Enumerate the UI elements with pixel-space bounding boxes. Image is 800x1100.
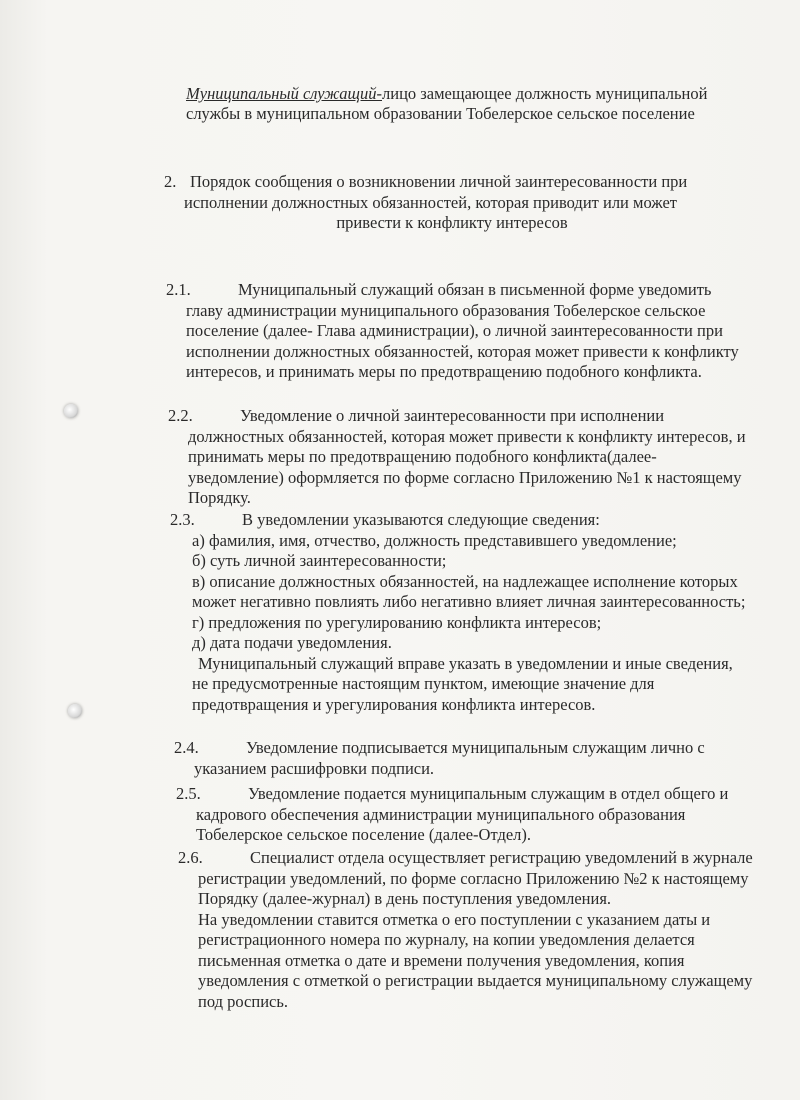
clause-text: Уведомление подписывается муниципальным служащим лично с указанием расшифровки подписи. [194, 738, 705, 778]
clause-items [170, 531, 750, 716]
clause-number: 2.4. [174, 738, 199, 757]
clause-2-6 [178, 848, 758, 1012]
intro-definition [186, 84, 746, 124]
list-item: в) описание должностных обязанностей, на надлежащее исполнение которых может негативно повлиять либо негативно влияет личная заинтересованность; [192, 571, 746, 611]
clause-2-2 [168, 406, 748, 509]
heading-line-1: Порядок сообщения о возникновении личной заинтересованности при [190, 172, 688, 191]
section-heading [164, 172, 764, 234]
heading-line-2: исполнении должностных обязанностей, которая приводит или может [184, 192, 678, 212]
clause-number: 2.2. [168, 406, 193, 425]
definition-text: лицо замещающее должность муниципальной службы в муниципальном образовании Тобелерское сельское поселение [186, 84, 708, 123]
clause-note: На уведомлении ставится отметка о его поступлении с указанием даты и регистрационного номера по журналу, на копии уведомления делается письменная отметка о дате и времени получения уведомления, копия уведомления с отметкой о регистрации выдается муниципальному служащему под роспись. [198, 909, 753, 1011]
list-item: а) фамилия, имя, отчество, должность представившего уведомление; [192, 530, 677, 550]
clause-number: 2.6. [178, 848, 203, 867]
clause-2-5 [176, 784, 756, 846]
list-item: д) дата подачи уведомления. [192, 633, 392, 652]
clause-2-1 [166, 280, 746, 383]
clause-number: 2.3. [170, 510, 195, 529]
clause-note: Муниципальный служащий вправе указать в уведомлении и иные сведения, не предусмотренные настоящим пунктом, имеющие значение для предотвращения и урегулирования конфликта интересов. [192, 653, 733, 714]
clause-2-3 [170, 510, 750, 715]
clause-2-4 [174, 738, 754, 779]
clause-text: В уведомлении указываются следующие сведения: [242, 510, 600, 529]
clause-number: 2.5. [176, 784, 201, 803]
list-item: б) суть личной заинтересованности; [192, 551, 447, 570]
clause-text: Уведомление о личной заинтересованности при исполнении должностных обязанностей, которая может привести к конфликту интересов, и принимать меры по предотвращению подобного конфликта(далее- уведомление) оформляется по форме согласно Приложению №1 к настоящему Порядку. [188, 406, 746, 507]
list-item: г) предложения по урегулированию конфликта интересов; [192, 612, 602, 632]
punch-hole-bottom [68, 704, 82, 718]
clause-number: 2.1. [166, 280, 191, 299]
heading-line-3: привести к конфликту интересов [336, 213, 568, 232]
section-number: 2. [164, 172, 177, 191]
punch-hole-top [64, 404, 78, 418]
defined-term: Муниципальный служащий- [186, 84, 382, 103]
clause-text: Специалист отдела осуществляет регистрацию уведомлений в журнале регистрации уведомлений, по форме согласно Приложению №2 к настоящему Порядку (далее-журнал) в день поступления уведомления. [198, 848, 753, 908]
clause-text: Уведомление подается муниципальным служащим в отдел общего и кадрового обеспечения администрации муниципального образования Тобелерское сельское поселение (далее-Отдел). [196, 784, 729, 844]
clause-text: Муниципальный служащий обязан в письменной форме уведомить главу администрации муниципального образования Тобелерское сельское поселение (далее- Глава администрации), о личной заинтересованности при исполнении должностных обязанностей, которая может привести к конфликту интересов, и принимать меры по предотвращению подобного конфликта. [186, 280, 739, 381]
